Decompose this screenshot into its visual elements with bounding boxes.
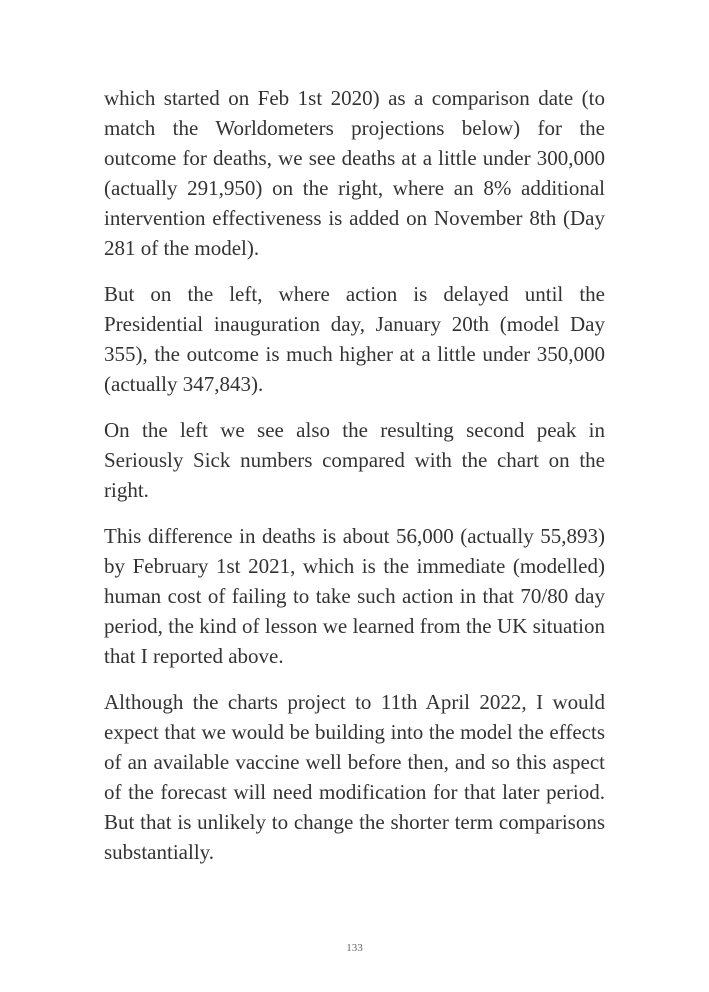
paragraph-delayed-action: But on the left, where action is delayed until the Presidential inauguration day, January 20th (model Day 355), the outcome is much higher at a little under 350,000 (actually 347,843). xyxy=(104,282,605,396)
paragraph-vaccine-projection: Although the charts project to 11th April 2022, I would expect that we would be building into the model the effects of an available vaccine well before then, and so this aspect of the forecast will need modification for that later period. But that is unlikely to change the shorter term comparisons substantially. xyxy=(104,690,605,864)
page-number: 133 xyxy=(346,942,363,954)
paragraph-second-peak: On the left we see also the resulting second peak in Seriously Sick numbers compared with the chart on the right. xyxy=(104,418,605,502)
page-body xyxy=(104,83,605,883)
paragraph-difference-in-deaths: This difference in deaths is about 56,000 (actually 55,893) by February 1st 2021, which is the immediate (modelled) human cost of failing to take such action in that 70/80 day period, the kind of lesson we learned from the UK situation that I reported above. xyxy=(104,524,605,668)
paragraph-comparison-date: which started on Feb 1st 2020) as a comparison date (to match the Worldometers projections below) for the outcome for deaths, we see deaths at a little under 300,000 (actually 291,950) on the right, where an 8% additional intervention effectiveness is added on November 8th (Day 281 of the model). xyxy=(104,86,605,260)
